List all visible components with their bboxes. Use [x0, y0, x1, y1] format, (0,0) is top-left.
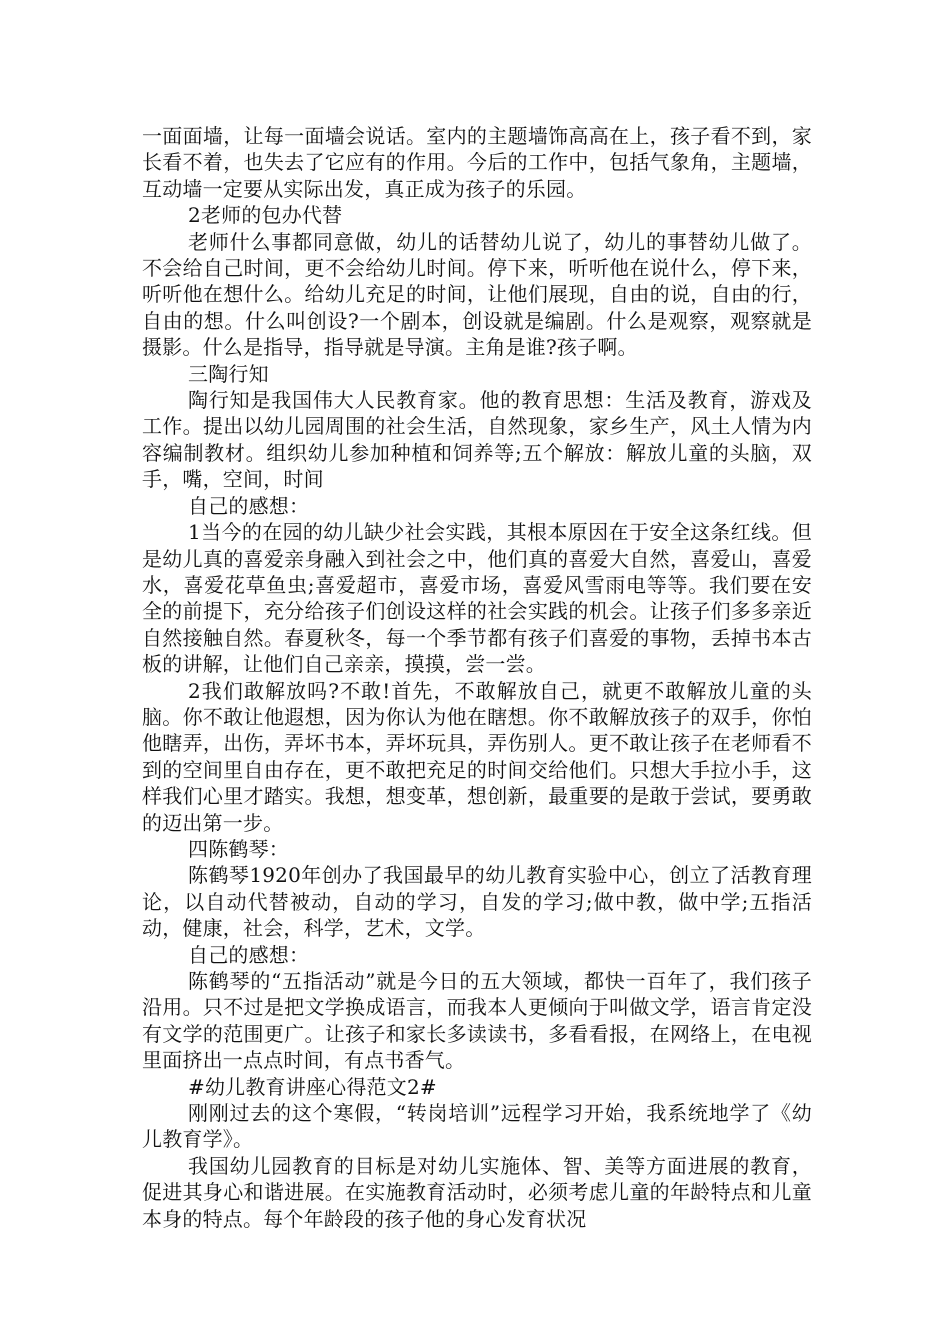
paragraph-winter-training: 刚刚过去的这个寒假，“转岗培训”远程学习开始，我系统地学了《幼儿教育学》。: [142, 1101, 812, 1152]
paragraph-tao-xingzhi: 陶行知是我国伟大人民教育家。他的教育思想：生活及教育，游戏及工作。提出以幼儿园周围的社会生活，自然现象，家乡生产，风土人情为内容编制教材。组织幼儿参加种植和饲养等;五个解放：解放儿童的头脑，双手，嘴，空间，时间: [142, 388, 812, 492]
heading-own-thoughts-2: 自己的感想：: [188, 942, 310, 967]
heading-sample-essay-2: #幼儿教育讲座心得范文2#: [188, 1074, 437, 1099]
heading-teacher-doing-everything: 2老师的包办代替: [188, 203, 343, 228]
paragraph-chen-heqin: 陈鹤琴1920年创办了我国最早的幼儿教育实验中心，创立了活教育理论，以自动代替被动，自动的学习，自发的学习;做中教，做中学;五指活动，健康，社会，科学，艺术，文学。: [142, 863, 812, 941]
document-body: [142, 123, 812, 1232]
paragraph-thoughts-five-fingers: 陈鹤琴的“五指活动”就是今日的五大领域，都快一百年了，我们孩子沿用。只不过是把文学换成语言，而我本人更倾向于叫做文学，语言肯定没有文学的范围更广。让孩子和家长多读读书，多看看报，在网络上，在电视里面挤出一点点时间，有点书香气。: [142, 969, 812, 1073]
paragraph-teacher-doing-everything: 老师什么事都同意做，幼儿的话替幼儿说了，幼儿的事替幼儿做了。不会给自己时间，更不会给幼儿时间。停下来，听听他在说什么，停下来，听听他在想什么。给幼儿充足的时间，让他们展现，自由的说，自由的行，自由的想。什么叫创设?一个剧本，创设就是编剧。什么是观察，观察就是摄影。什么是指导，指导就是导演。主角是谁?孩子啊。: [142, 229, 812, 360]
heading-own-thoughts-1: 自己的感想：: [188, 493, 310, 518]
heading-chen-heqin: 四陈鹤琴：: [188, 836, 289, 861]
paragraph-thoughts-dare-to-liberate: 2我们敢解放吗?不敢!首先，不敢解放自己，就更不敢解放儿童的头脑。你不敢让他遐想，因为你认为他在瞎想。你不敢解放孩子的双手，你怕他瞎弄，出伤，弄坏书本，弄坏玩具，弄伤别人。更不敢让孩子在老师看不到的空间里自由存在，更不敢把充足的时间交给他们。只想大手拉小手，这样我们心里才踏实。我想，想变革，想创新，最重要的是敢于尝试，要勇敢的迈出第一步。: [142, 678, 812, 835]
paragraph-kindergarten-goals: 我国幼儿园教育的目标是对幼儿实施体、智、美等方面进展的教育，促进其身心和谐进展。在实施教育活动时，必须考虑儿童的年龄特点和儿童本身的特点。每个年龄段的孩子他的身心发育状况: [142, 1153, 812, 1231]
heading-tao-xingzhi: 三陶行知: [188, 361, 269, 386]
paragraph-thoughts-social-practice: 1当今的在园的幼儿缺少社会实践，其根本原因在于安全这条红线。但是幼儿真的喜爱亲身融入到社会之中，他们真的喜爱大自然，喜爱山，喜爱水，喜爱花草鱼虫;喜爱超市，喜爱市场，喜爱风雪雨电等等。我们要在安全的前提下，充分给孩子们创设这样的社会实践的机会。让孩子们多多亲近自然接触自然。春夏秋冬，每一个季节都有孩子们喜爱的事物，丢掉书本古板的讲解，让他们自己亲亲，摸摸，尝一尝。: [142, 520, 812, 677]
paragraph-walls: 一面面墙，让每一面墙会说话。室内的主题墙饰高高在上，孩子看不到，家长看不着，也失去了它应有的作用。今后的工作中，包括气象角，主题墙，互动墙一定要从实际出发，真正成为孩子的乐园。: [142, 124, 812, 201]
